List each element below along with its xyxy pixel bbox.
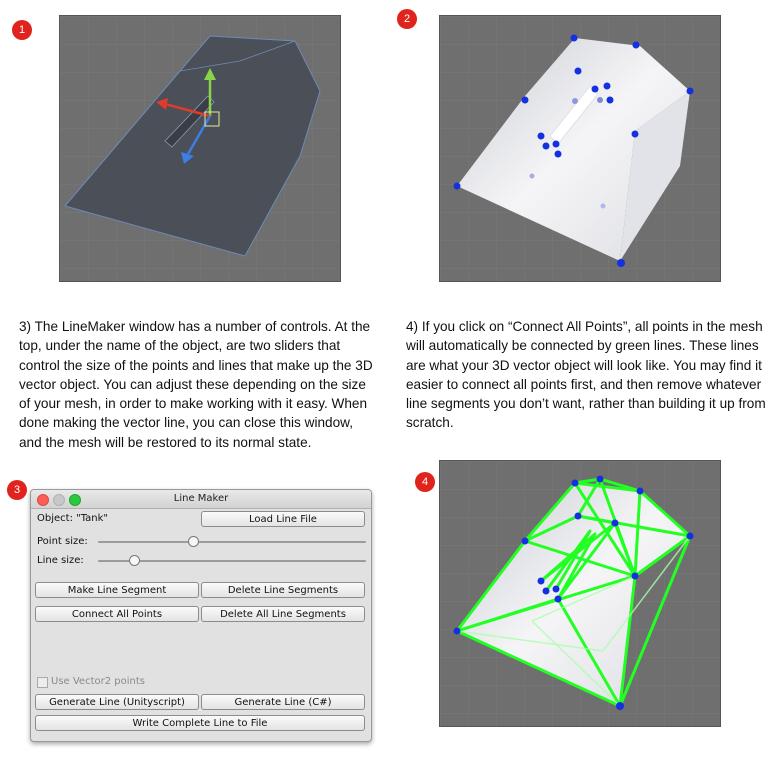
use-vector2-label: Use Vector2 points [51, 676, 145, 687]
line-maker-window [30, 489, 372, 742]
screenshot-wireframe-mesh [59, 15, 341, 282]
connect-all-points-button[interactable]: Connect All Points [35, 606, 199, 622]
connected-mesh-image [440, 461, 720, 726]
window-title: Line Maker [173, 493, 229, 504]
use-vector2-checkbox[interactable] [37, 677, 48, 688]
step-badge-4: 4 [415, 472, 435, 492]
step-badge-3: 3 [7, 480, 27, 500]
point-size-label: Point size: [37, 536, 88, 547]
point-size-slider[interactable] [98, 541, 366, 543]
mesh-points-image [440, 16, 720, 281]
step-4-description: 4) If you click on “Connect All Points”, all points in the mesh will automatically be connected by green lines. These lines are what your 3D vector object will look like. You may find it easier to connect all points first, and then remove whatever line segments you don’t want, rather than building it up from scratch. [406, 319, 766, 431]
step-badge-1: 1 [12, 20, 32, 40]
load-line-file-button[interactable]: Load Line File [201, 511, 365, 527]
step-badge-2: 2 [397, 9, 417, 29]
window-titlebar[interactable] [31, 490, 371, 509]
line-size-slider-handle[interactable] [129, 555, 140, 566]
point-size-slider-handle[interactable] [188, 536, 199, 547]
object-name-label: Object: "Tank" [37, 513, 109, 524]
write-complete-line-button[interactable]: Write Complete Line to File [35, 715, 365, 731]
line-size-label: Line size: [37, 555, 84, 566]
delete-all-line-segments-button[interactable]: Delete All Line Segments [201, 606, 365, 622]
wireframe-mesh-image [60, 16, 340, 281]
delete-line-segments-button[interactable]: Delete Line Segments [201, 582, 365, 598]
screenshot-connected-mesh [439, 460, 721, 727]
step-3-description: 3) The LineMaker window has a number of controls. At the top, under the name of the object, are two sliders that control the size of the points and lines that make up the 3D vector object. You can adjust these depending on the size of your mesh, in order to make working with it easy. When done making the vector line, you can close this window, and the mesh will be restored to its normal state. [19, 319, 373, 450]
top-cropped-text [0, 0, 778, 2]
generate-line-unityscript-button[interactable]: Generate Line (Unityscript) [35, 694, 199, 710]
generate-line-csharp-button[interactable]: Generate Line (C#) [201, 694, 365, 710]
screenshot-mesh-points [439, 15, 721, 282]
make-line-segment-button[interactable]: Make Line Segment [35, 582, 199, 598]
